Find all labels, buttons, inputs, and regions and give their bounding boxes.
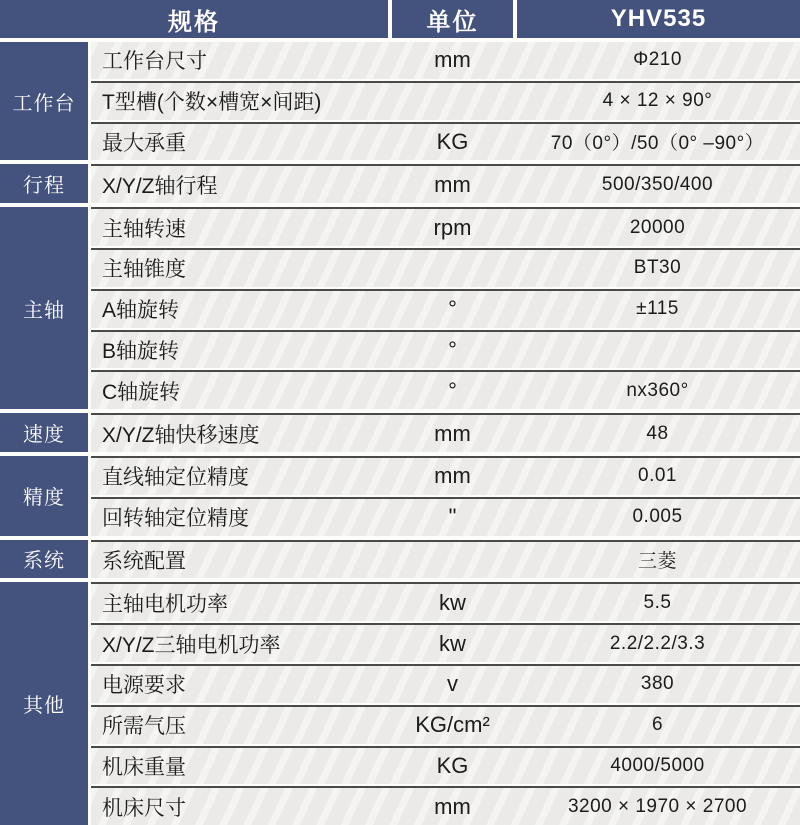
spec-unit-cell: mm xyxy=(434,463,471,489)
table-row xyxy=(91,786,800,825)
spec-unit-cell: KG xyxy=(436,752,469,778)
table-row xyxy=(91,623,800,662)
table-row xyxy=(91,413,800,452)
spec-value-cell: 2.2/2.2/3.3 xyxy=(609,632,706,654)
spec-name-cell: 主轴电机功率 xyxy=(102,592,228,616)
table-row xyxy=(91,81,800,120)
group-label: 主轴 xyxy=(0,207,88,409)
spec-unit-cell: rpm xyxy=(433,214,472,240)
table-row xyxy=(91,248,800,287)
spec-unit-cell: v xyxy=(447,671,458,697)
spec-value-cell: 20000 xyxy=(629,216,686,238)
group-label: 系统 xyxy=(0,540,88,579)
group-label: 工作台 xyxy=(0,42,88,160)
header-model-label: YHV535 xyxy=(517,0,800,38)
table-row xyxy=(91,42,800,79)
group-label: 速度 xyxy=(0,413,88,452)
spec-name-cell: 最大承重 xyxy=(102,131,186,155)
spec-name-cell: 机床尺寸 xyxy=(102,796,186,820)
spec-name-cell: B轴旋转 xyxy=(102,339,180,363)
spec-value-cell: 48 xyxy=(646,422,669,444)
spec-name-cell: 所需气压 xyxy=(102,715,186,739)
spec-value-cell: 0.005 xyxy=(632,506,683,528)
spec-value-cell: Φ210 xyxy=(633,49,682,71)
spec-name-cell: 系统配置 xyxy=(102,549,186,573)
spec-unit-cell: mm xyxy=(434,47,471,73)
group-label: 行程 xyxy=(0,164,88,203)
spec-value-cell: 5.5 xyxy=(643,591,672,613)
spec-value-cell: 380 xyxy=(640,673,675,695)
spec-name-cell: 工作台尺寸 xyxy=(102,50,207,74)
spec-value-cell: BT30 xyxy=(633,257,682,279)
spec-name-cell: 主轴锥度 xyxy=(102,258,186,282)
table-row xyxy=(91,370,800,409)
spec-name-cell: C轴旋转 xyxy=(102,380,181,404)
spec-unit-cell: mm xyxy=(434,171,471,197)
spec-unit-cell: ° xyxy=(448,296,457,322)
group-section xyxy=(0,540,800,579)
spec-value-cell: ±115 xyxy=(636,298,679,320)
group-section xyxy=(0,42,800,160)
spec-unit-cell: KG xyxy=(436,128,469,154)
spec-unit-cell: mm xyxy=(434,793,471,819)
group-section xyxy=(0,164,800,203)
spec-value-cell: 4000/5000 xyxy=(610,754,705,776)
table-row xyxy=(91,122,800,161)
group-label: 其他 xyxy=(0,582,88,825)
table-row xyxy=(91,164,800,203)
group-label: 精度 xyxy=(0,456,88,536)
spec-unit-cell: kw xyxy=(439,589,466,615)
table-row xyxy=(91,456,800,495)
spec-value-cell: 500/350/400 xyxy=(601,173,714,195)
table-row xyxy=(91,540,800,579)
spec-value-cell: nx360° xyxy=(626,379,689,401)
spec-name-cell: 机床重量 xyxy=(102,755,186,779)
table-row xyxy=(91,705,800,744)
table-header xyxy=(0,0,800,38)
spec-value-cell: 6 xyxy=(651,714,664,736)
table-row xyxy=(91,330,800,369)
group-section xyxy=(0,413,800,452)
spec-value-cell: 3200 × 1970 × 2700 xyxy=(567,795,748,817)
table-row xyxy=(91,582,800,621)
spec-value-cell: 0.01 xyxy=(638,465,677,487)
spec-unit-cell: ° xyxy=(448,336,457,362)
header-unit-label: 单位 xyxy=(392,0,513,38)
spec-name-cell: X/Y/Z三轴电机功率 xyxy=(102,633,281,657)
table-row xyxy=(91,289,800,328)
spec-unit-cell: kw xyxy=(439,630,466,656)
spec-value-cell: 三菱 xyxy=(637,551,677,573)
table-row xyxy=(91,746,800,785)
spec-unit-cell: ° xyxy=(448,377,457,403)
group-section xyxy=(0,582,800,825)
spec-unit-cell xyxy=(390,542,515,579)
group-section xyxy=(0,207,800,409)
header-spec-label: 规格 xyxy=(0,0,388,38)
spec-name-cell: 回转轴定位精度 xyxy=(102,507,249,531)
group-section xyxy=(0,456,800,536)
spec-value-cell xyxy=(515,332,800,369)
spec-name-cell: X/Y/Z轴快移速度 xyxy=(102,423,260,447)
spec-name-cell: 电源要求 xyxy=(102,674,186,698)
table-row xyxy=(91,664,800,703)
spec-name-cell: T型槽(个数×槽宽×间距) xyxy=(102,91,322,115)
spec-value-cell: 4 × 12 × 90° xyxy=(602,90,713,112)
spec-unit-cell: mm xyxy=(434,420,471,446)
table-row xyxy=(91,207,800,246)
spec-unit-cell: KG/cm² xyxy=(415,712,490,738)
table-row xyxy=(91,497,800,536)
spec-unit-cell: " xyxy=(448,504,457,530)
spec-name-cell: 直线轴定位精度 xyxy=(102,466,249,490)
spec-value-cell: 70（0°）/50（0° –90°） xyxy=(550,133,765,155)
table-body xyxy=(0,42,800,825)
spec-unit-cell xyxy=(390,250,515,287)
spec-name-cell: A轴旋转 xyxy=(102,299,180,323)
spec-name-cell: 主轴转速 xyxy=(102,217,186,241)
spec-unit-cell xyxy=(390,83,515,120)
spec-name-cell: X/Y/Z轴行程 xyxy=(102,174,218,198)
